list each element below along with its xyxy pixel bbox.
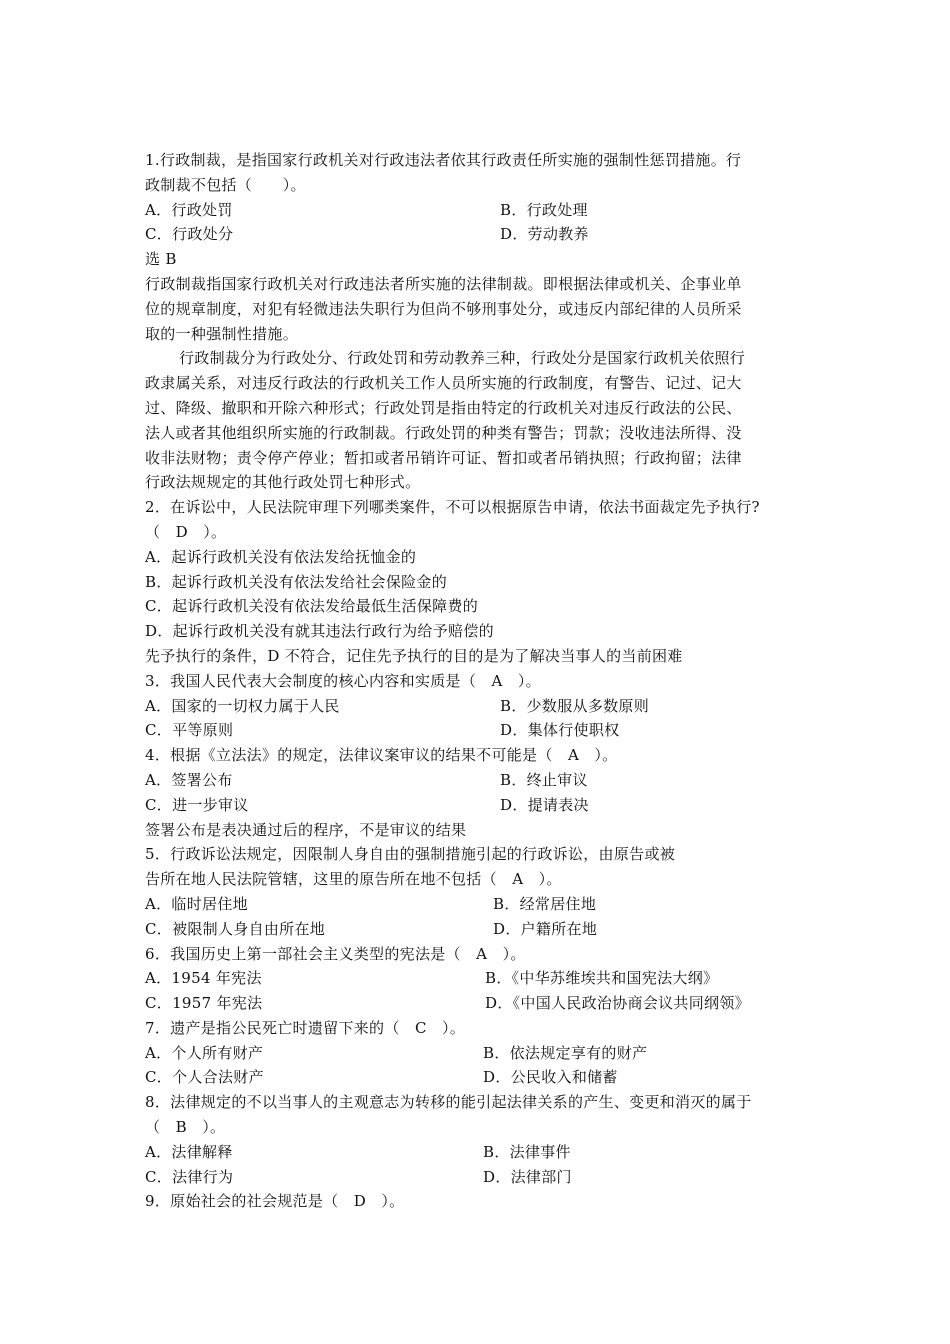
q6-option-c: C．1957 年宪法 [145, 994, 263, 1013]
q5-option-a: A．临时居住地 [145, 894, 248, 913]
q6-options-row1 [145, 966, 815, 991]
q1-explanation-line5: 政隶属关系，对违反行政法的行政机关工作人员所实施的行政制度，有警告、记过、记大 [145, 374, 742, 393]
q4-explanation: 签署公布是表决通过后的程序，不是审议的结果 [145, 820, 467, 839]
q6-option-a: A．1954 年宪法 [145, 969, 262, 988]
q3-options-row1 [145, 694, 815, 719]
q8-option-d: D．法律部门 [483, 1167, 572, 1186]
q6-option-b: B．《中华苏维埃共和国宪法大纲》 [485, 969, 719, 988]
q5-option-d: D．户籍所在地 [493, 919, 598, 938]
q1-explanation-line1: 行政制裁指国家行政机关对行政违法者所实施的法律制裁。即根据法律或机关、企事业单 [145, 274, 742, 293]
q8-option-b: B．法律事件 [483, 1142, 571, 1161]
q4-options-row2 [145, 793, 815, 818]
q1-explanation-line7: 法人或者其他组织所实施的行政制裁。行政处罚的种类有警告；罚款；没收违法所得、没 [145, 423, 742, 442]
q5-options-row1 [145, 892, 815, 917]
q8-option-c: C．法律行为 [145, 1167, 234, 1186]
q1-options-row1 [145, 198, 815, 223]
q1-explanation-line8: 收非法财物；责令停产停业；暂扣或者吊销许可证、暂扣或者吊销执照；行政拘留；法律 [145, 448, 742, 467]
document-body [145, 148, 815, 1214]
q5-stem-line1: 5．行政诉讼法规定，因限制人身自由的强制措施引起的行政诉讼，由原告或被 [145, 845, 676, 864]
q2-option-d: D．起诉行政机关没有就其违法行政行为给予赔偿的 [145, 622, 494, 641]
q4-option-d: D．提请表决 [500, 795, 589, 814]
q6-stem: 6．我国历史上第一部社会主义类型的宪法是（ A ）。 [145, 944, 526, 963]
q1-explanation-line2: 位的规章制度，对犯有轻微违法失职行为但尚不够刑事处分，或违反内部纪律的人员所采 [145, 299, 742, 318]
q5-stem-line2: 告所在地人民法院管辖，这里的原告所在地不包括（ A ）。 [145, 870, 562, 889]
q7-option-b: B．依法规定享有的财产 [483, 1043, 648, 1062]
q5-option-b: B．经常居住地 [493, 894, 597, 913]
q5-options-row2 [145, 917, 815, 942]
q8-stem-line2: （ B ）。 [145, 1118, 226, 1137]
q1-explanation-line6: 过、降级、撤职和开除六种形式；行政处罚是指由特定的行政机关对违反行政法的公民、 [145, 398, 742, 417]
q4-stem: 4．根据《立法法》的规定，法律议案审议的结果不可能是（ A ）。 [145, 746, 618, 765]
q3-option-a: A．国家的一切权力属于人民 [145, 696, 340, 715]
q7-options-row2 [145, 1065, 815, 1090]
q1-explanation-line9: 行政法规规定的其他行政处罚七种形式。 [145, 473, 421, 492]
q4-option-c: C．进一步审议 [145, 795, 249, 814]
q7-option-c: C．个人合法财产 [145, 1068, 264, 1087]
q1-explanation-line3: 取的一种强制性措施。 [145, 324, 299, 343]
q1-option-b: B．行政处理 [500, 200, 588, 219]
q1-option-c: C．行政处分 [145, 225, 234, 244]
q3-option-c: C．平等原则 [145, 721, 234, 740]
q2-explanation: 先予执行的条件，D 不符合，记住先予执行的目的是为了解决当事人的当前困难 [145, 646, 683, 665]
q6-option-d: D．《中国人民政治协商会议共同纲领》 [485, 994, 750, 1013]
q3-stem: 3．我国人民代表大会制度的核心内容和实质是（ A ）。 [145, 671, 541, 690]
q4-option-a: A．签署公布 [145, 770, 233, 789]
q3-option-d: D．集体行使职权 [500, 721, 620, 740]
q7-options-row1 [145, 1041, 815, 1066]
q8-options-row2 [145, 1165, 815, 1190]
q1-option-d: D．劳动教养 [500, 225, 589, 244]
q1-stem-line1: 1.行政制裁，是指国家行政机关对行政违法者依其行政责任所实施的强制性惩罚措施。行 [145, 151, 742, 169]
q1-explanation-line4: 行政制裁分为行政处分、行政处罚和劳动教养三种，行政处分是国家行政机关依照行 [179, 349, 746, 368]
q1-stem-line2: 政制裁不包括（ ）。 [145, 175, 306, 194]
q8-options-row1 [145, 1140, 815, 1165]
q1-option-a: A．行政处罚 [145, 200, 233, 219]
q6-options-row2 [145, 991, 815, 1016]
q5-option-c: C．被限制人身自由所在地 [145, 919, 326, 938]
q2-stem-line2: （ D ）。 [145, 522, 227, 541]
q2-stem-line1: 2．在诉讼中，人民法院审理下列哪类案件，不可以根据原告申请，依法书面裁定先予执行? [145, 498, 760, 517]
q2-option-a: A．起诉行政机关没有依法发给抚恤金的 [145, 547, 417, 566]
q3-options-row2 [145, 718, 815, 743]
q8-option-a: A．法律解释 [145, 1142, 233, 1161]
q1-options-row2 [145, 222, 815, 247]
q8-stem-line1: 8．法律规定的不以当事人的主观意志为转移的能引起法律关系的产生、变更和消灭的属于 [145, 1093, 752, 1112]
q4-option-b: B．终止审议 [500, 770, 588, 789]
q7-stem: 7．遗产是指公民死亡时遗留下来的（ C ）。 [145, 1018, 466, 1037]
q2-option-c: C．起诉行政机关没有依法发给最低生活保障费的 [145, 597, 479, 616]
q1-answer: 选 B [145, 250, 177, 269]
q3-option-b: B．少数服从多数原则 [500, 696, 650, 715]
q2-option-b: B．起诉行政机关没有依法发给社会保险金的 [145, 572, 448, 591]
q9-stem: 9．原始社会的社会规范是（ D ）。 [145, 1192, 405, 1211]
q4-options-row1 [145, 768, 815, 793]
q7-option-d: D．公民收入和储蓄 [483, 1068, 618, 1087]
q7-option-a: A．个人所有财产 [145, 1043, 264, 1062]
